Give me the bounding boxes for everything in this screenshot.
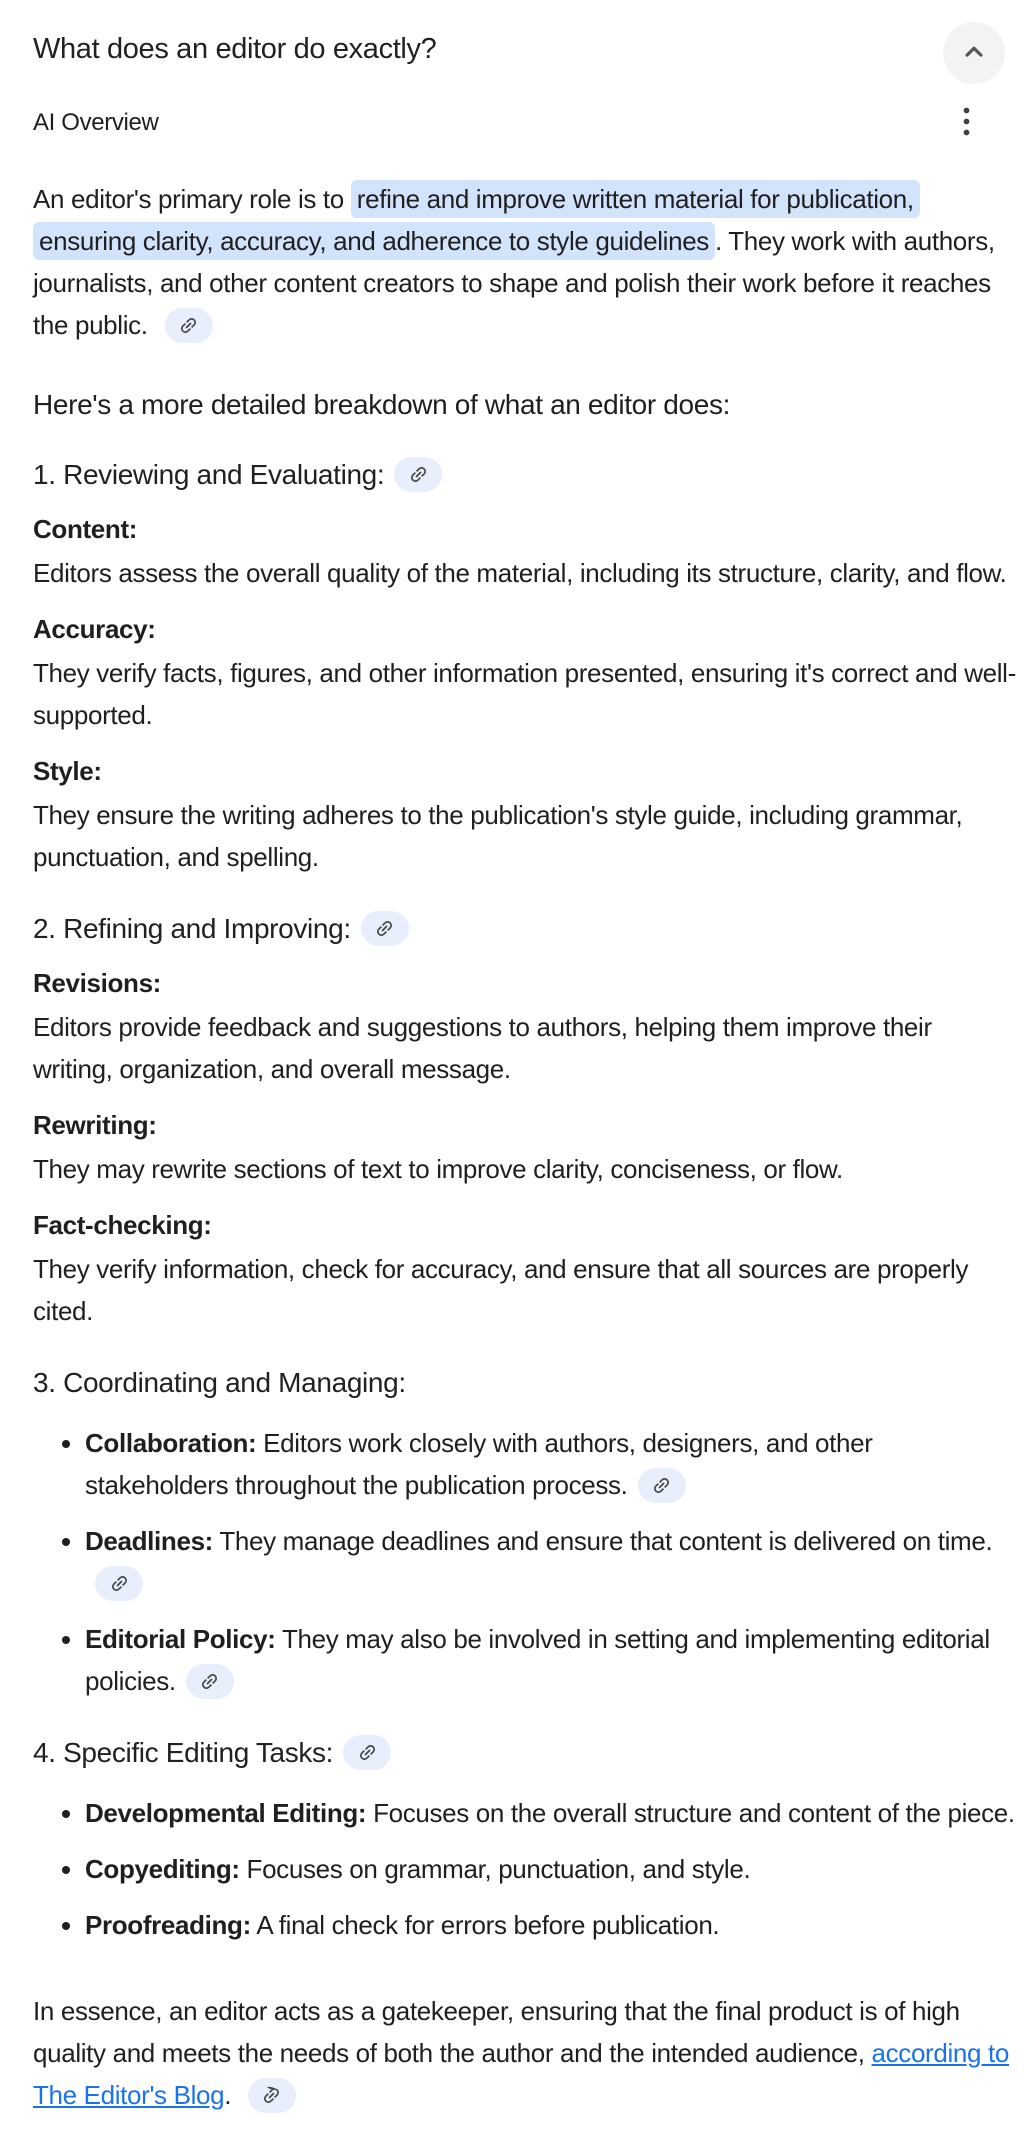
question-header	[33, 24, 1017, 84]
bullet-label: Proofreading:	[85, 1910, 251, 1941]
citation-chip[interactable]	[95, 1566, 143, 1601]
list-item	[85, 1422, 1017, 1506]
bullet-text: Editors work closely with authors, designers, and other stakeholders throughout the publication process.	[85, 1428, 873, 1501]
entry-text: They verify facts, figures, and other information presented, ensuring it's correct and well-supported.	[33, 658, 1016, 731]
bullet-text: A final check for errors before publication.	[250, 1910, 720, 1941]
link-icon	[651, 1475, 672, 1496]
citation-chip[interactable]	[165, 308, 213, 343]
kebab-menu-icon	[962, 106, 971, 140]
section-refining-improving	[33, 910, 1017, 1332]
section-heading-text: 3. Coordinating and Managing:	[33, 1367, 406, 1399]
citation-chip[interactable]	[248, 2078, 296, 2113]
entry-text: They verify information, check for accuracy, and ensure that all sources are properly cited.	[33, 1254, 969, 1327]
entry-text: Editors provide feedback and suggestions to authors, helping them improve their writing, organization, and overall message.	[33, 1012, 932, 1085]
entry-label: Fact-checking:	[33, 1210, 212, 1241]
more-options-button[interactable]	[952, 104, 981, 142]
bullet-text: They may also be involved in setting and implementing editorial policies.	[85, 1624, 990, 1697]
ai-overview-bar	[33, 104, 1017, 142]
intro-suffix: . They work with authors, journalists, and other content creators to shape and polish their work before it reaches the public.	[33, 226, 995, 340]
citation-chip[interactable]	[638, 1468, 686, 1503]
entry-label: Accuracy:	[33, 614, 156, 645]
bullet-text: Focuses on grammar, punctuation, and style.	[239, 1854, 751, 1885]
section-reviewing-evaluating	[33, 456, 1017, 878]
link-icon	[357, 1742, 378, 1763]
list-item	[85, 1904, 1017, 1946]
section-heading-text: 2. Refining and Improving:	[33, 913, 351, 945]
citation-chip[interactable]	[186, 1664, 234, 1699]
list-item	[85, 1520, 1017, 1604]
bullet-label: Collaboration:	[85, 1428, 257, 1459]
section-coordinating-managing	[33, 1364, 1017, 1702]
link-icon	[261, 2085, 282, 2106]
intro-highlight: refine and improve written material for publication, ensuring clarity, accuracy, and adherence to style guidelines	[33, 180, 920, 260]
closing-paragraph	[33, 1990, 1017, 2116]
entry-label: Content:	[33, 514, 138, 545]
bullet-label: Deadlines:	[85, 1526, 213, 1557]
bullet-list	[33, 1792, 1017, 1946]
section-heading	[33, 910, 1017, 948]
collapse-answer-button[interactable]	[943, 22, 1005, 84]
section-heading	[33, 1364, 1017, 1402]
citation-chip[interactable]	[394, 457, 442, 492]
question-title: What does an editor do exactly?	[33, 33, 437, 65]
breakdown-lead: Here's a more detailed breakdown of what an editor does:	[33, 389, 731, 420]
section-specific-editing-tasks	[33, 1734, 1017, 1946]
citation-chip[interactable]	[343, 1735, 391, 1770]
list-item	[85, 1618, 1017, 1702]
bullet-list	[33, 1422, 1017, 1702]
section-heading	[33, 456, 1017, 494]
link-icon	[374, 918, 395, 939]
bullet-text: Focuses on the overall structure and content of the piece.	[366, 1798, 1015, 1829]
section-heading-text: 4. Specific Editing Tasks:	[33, 1737, 334, 1769]
link-icon	[199, 1671, 220, 1692]
bullet-text: They manage deadlines and ensure that content is delivered on time.	[213, 1526, 993, 1557]
list-item	[85, 1848, 1017, 1890]
link-icon	[109, 1573, 130, 1594]
source-link[interactable]: according to The Editor's Blog	[33, 2038, 1009, 2111]
entry-label: Rewriting:	[33, 1110, 157, 1141]
ai-overview-label: AI Overview	[33, 109, 159, 136]
bullet-label: Developmental Editing:	[85, 1798, 367, 1829]
list-item	[85, 1792, 1017, 1834]
section-heading	[33, 1734, 1017, 1772]
link-icon	[178, 315, 199, 336]
chevron-up-icon	[959, 37, 989, 70]
closing-period: .	[224, 2080, 232, 2111]
section-heading-text: 1. Reviewing and Evaluating:	[33, 459, 385, 490]
entry-text: Editors assess the overall quality of the material, including its structure, clarity, and flow.	[33, 558, 1007, 589]
citation-chip[interactable]	[361, 911, 409, 946]
closing-text: In essence, an editor acts as a gatekeeper, ensuring that the final product is of high quality and meets the needs of both the author and the intended audience,	[33, 1996, 960, 2069]
entry-label: Revisions:	[33, 968, 161, 999]
bullet-label: Editorial Policy:	[85, 1624, 276, 1655]
bullet-label: Copyediting:	[85, 1854, 240, 1885]
entry-label: Style:	[33, 756, 102, 787]
intro-paragraph	[33, 178, 1017, 346]
intro-prefix: An editor's primary role is to	[33, 184, 351, 214]
link-icon	[408, 464, 429, 485]
entry-text: They may rewrite sections of text to improve clarity, conciseness, or flow.	[33, 1154, 843, 1185]
entry-text: They ensure the writing adheres to the publication's style guide, including grammar, punctuation, and spelling.	[33, 800, 963, 873]
